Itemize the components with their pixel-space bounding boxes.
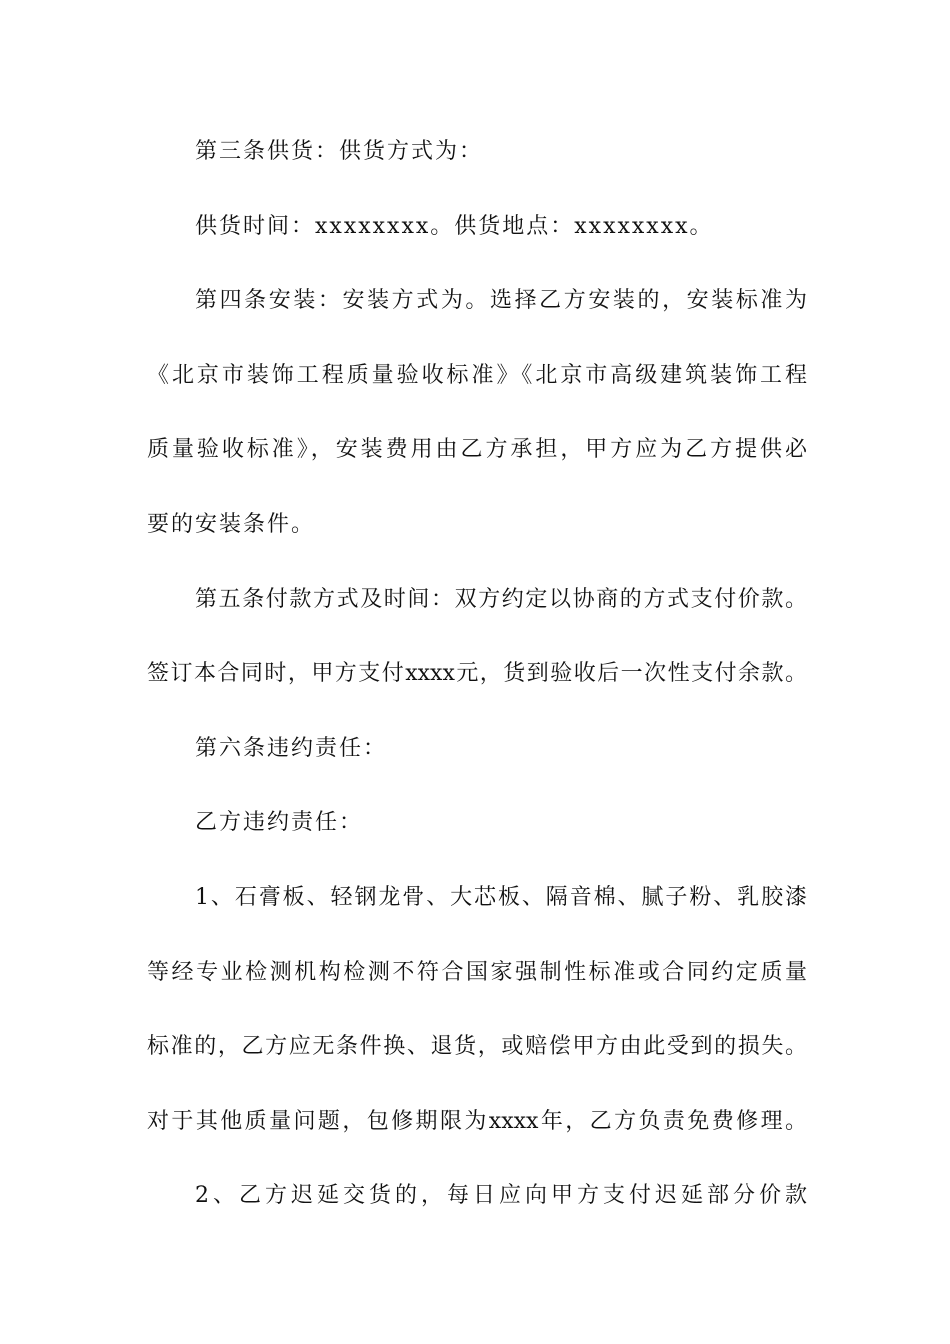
clause-3-supply: 第三条供货：供货方式为：	[195, 139, 484, 164]
clause-4-installation: 第四条安装：安装方式为。选择乙方安装的，安装标准为	[195, 288, 807, 314]
liability-item-1-line-3: 标准的，乙方应无条件换、退货，或赔偿甲方由此受到的损失。	[147, 1034, 807, 1060]
document-body	[147, 130, 807, 1249]
liability-item-1-line-2: 等经专业检测机构检测不符合国家强制性标准或合同约定质量	[147, 959, 807, 985]
installation-standard-line-2: 质量验收标准》，安装费用由乙方承担，甲方应为乙方提供必	[147, 437, 807, 463]
supply-time-location: 供货时间：xxxxxxxx。供货地点：xxxxxxxx。	[195, 213, 714, 239]
installation-standard-line-1: 《北京市装饰工程质量验收标准》《北京市高级建筑装饰工程	[147, 362, 807, 388]
liability-item-1-line-1: 1、石膏板、轻钢龙骨、大芯板、隔音棉、腻子粉、乳胶漆	[195, 884, 807, 910]
clause-5-payment: 第五条付款方式及时间：双方约定以协商的方式支付价款。	[195, 586, 807, 612]
payment-details: 签订本合同时，甲方支付xxxx元，货到验收后一次性支付余款。	[147, 661, 807, 687]
installation-standard-line-3: 要的安装条件。	[147, 511, 316, 537]
liability-item-2-line-1: 2、乙方迟延交货的，每日应向甲方支付迟延部分价款	[195, 1183, 807, 1209]
liability-item-1-line-4: 对于其他质量问题，包修期限为xxxx年，乙方负责免费修理。	[147, 1108, 807, 1134]
clause-6-liability: 第六条违约责任：	[195, 735, 388, 761]
party-b-liability-heading: 乙方违约责任：	[195, 810, 364, 836]
